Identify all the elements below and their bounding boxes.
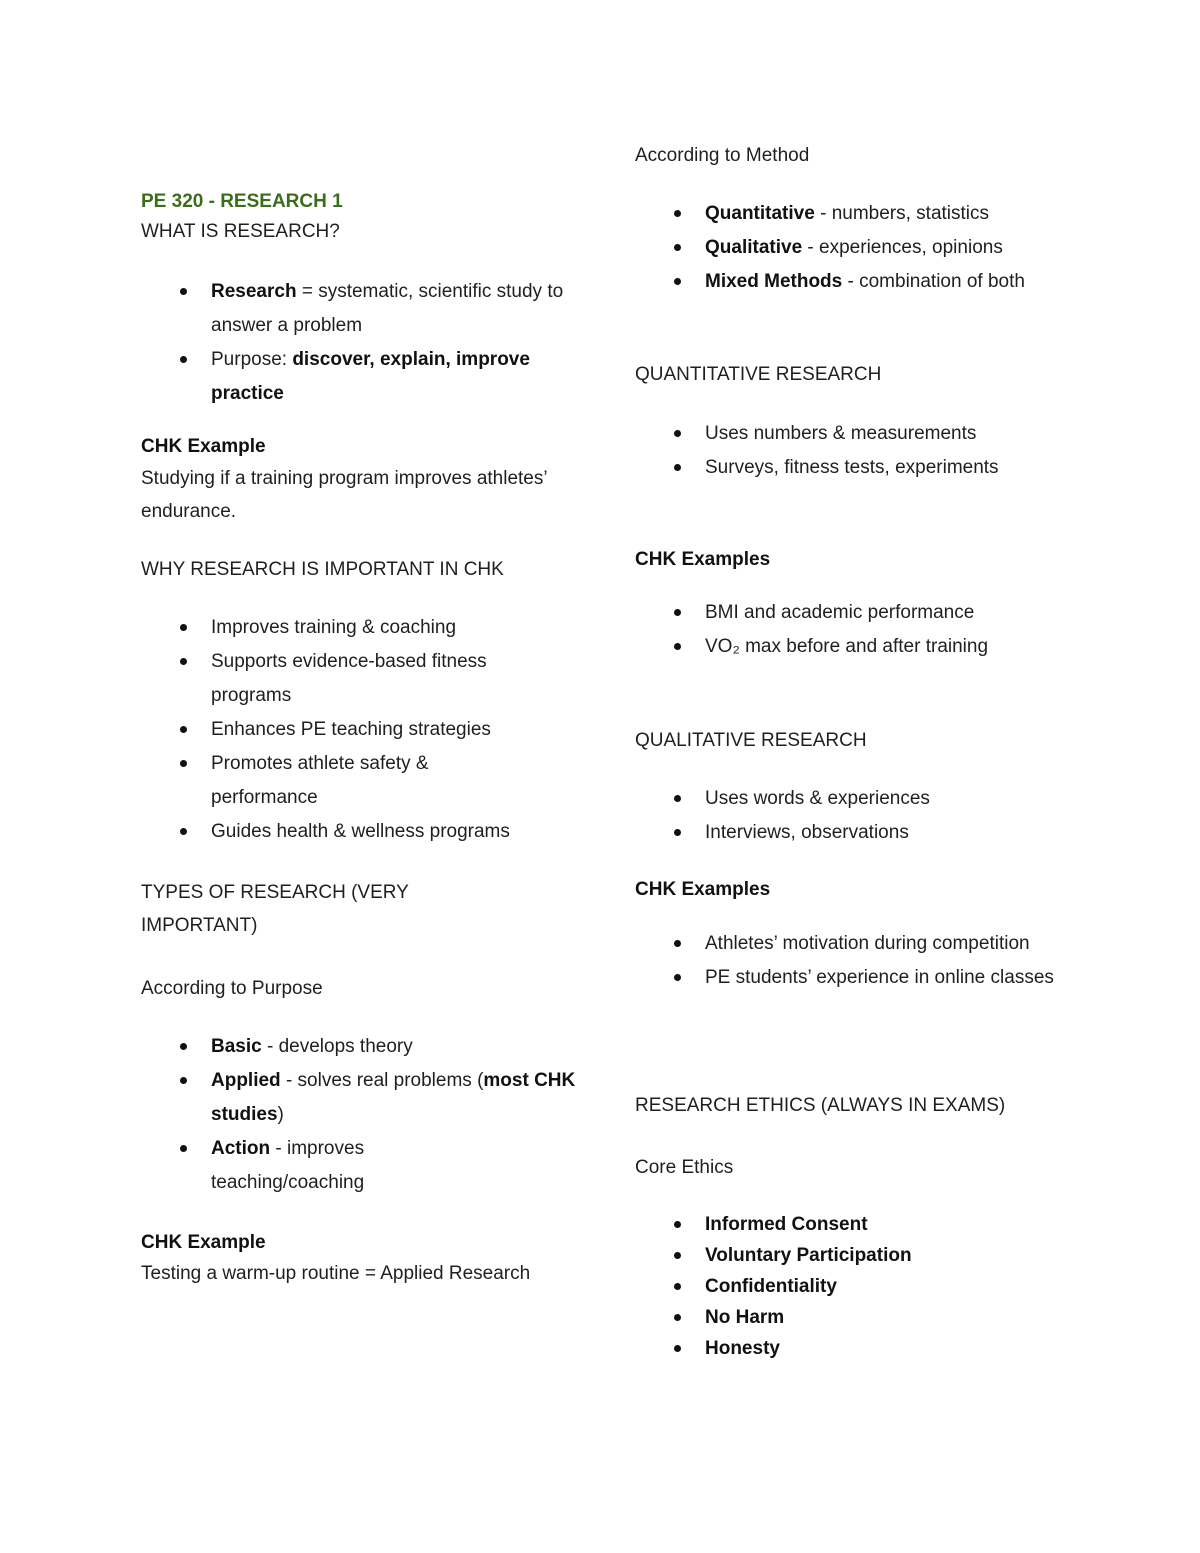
list-item <box>141 1064 591 1132</box>
why-research-heading: WHY RESEARCH IS IMPORTANT IN CHK <box>141 559 504 580</box>
term-basic: Basic <box>211 1036 262 1057</box>
list-item <box>635 417 1125 451</box>
core-ethics-list <box>635 1209 1075 1364</box>
bullet-icon <box>674 643 681 650</box>
definition-applied: - solves real problems ( <box>280 1070 484 1091</box>
bullet-icon <box>180 658 187 665</box>
document-title: PE 320 - RESEARCH 1 <box>141 191 343 212</box>
bullet-icon <box>674 1345 681 1352</box>
list-item-text: VO₂ max before and after training <box>705 636 989 657</box>
list-item <box>141 275 591 343</box>
purpose-terms: discover, explain, improve practice <box>211 349 530 404</box>
types-of-research-heading: TYPES OF RESEARCH (VERY IMPORTANT) <box>141 882 409 936</box>
list-item <box>635 596 1125 630</box>
bullet-icon <box>180 1077 187 1084</box>
list-item <box>635 782 1125 816</box>
bullet-icon <box>674 278 681 285</box>
bullet-icon <box>674 829 681 836</box>
definition-quantitative: - numbers, statistics <box>814 203 990 224</box>
chk-examples-heading-quant: CHK Examples <box>635 549 771 570</box>
definition-action: - improves teaching/coaching <box>211 1138 365 1193</box>
bullet-icon <box>674 974 681 981</box>
method-list <box>635 197 1075 299</box>
bullet-icon <box>674 1252 681 1259</box>
closing-paren: ) <box>277 1104 284 1125</box>
definition-mixed-methods: - combination of both <box>842 271 1025 292</box>
list-item <box>635 630 1025 664</box>
list-item-text: No Harm <box>705 1307 785 1328</box>
list-item <box>141 815 651 849</box>
list-item-text: Uses numbers & measurements <box>705 423 977 444</box>
bullet-icon <box>180 624 187 631</box>
list-item <box>635 1271 1075 1302</box>
bullet-icon <box>674 430 681 437</box>
list-item <box>141 343 591 411</box>
term-mixed-methods: Mixed Methods <box>705 271 843 292</box>
definition-basic: - develops theory <box>261 1036 413 1057</box>
list-item-text: Improves training & coaching <box>211 617 457 638</box>
quantitative-list <box>635 417 1075 485</box>
list-item <box>141 611 581 645</box>
list-item <box>635 231 1135 265</box>
list-item <box>141 1132 501 1200</box>
bullet-icon <box>674 210 681 217</box>
what-is-research-list <box>141 275 591 411</box>
term-qualitative: Qualitative <box>705 237 803 258</box>
list-item <box>635 265 1105 299</box>
term-applied: Applied <box>211 1070 281 1091</box>
chk-example-heading: CHK Example <box>141 436 266 457</box>
bullet-icon <box>180 1043 187 1050</box>
list-item <box>635 197 1125 231</box>
list-item <box>635 1240 1075 1271</box>
list-item-text: Athletes’ motivation during competition <box>705 933 1030 954</box>
quantitative-examples-list <box>635 596 1075 664</box>
list-item <box>635 451 1025 485</box>
list-item-text: BMI and academic performance <box>705 602 975 623</box>
bullet-icon <box>180 288 187 295</box>
bullet-icon <box>180 356 187 363</box>
bullet-icon <box>180 726 187 733</box>
list-item-text: Uses words & experiences <box>705 788 930 809</box>
list-item <box>635 1209 1075 1240</box>
research-ethics-heading: RESEARCH ETHICS (ALWAYS IN EXAMS) <box>635 1095 1006 1116</box>
list-item-text: Interviews, observations <box>705 822 909 843</box>
list-item <box>635 927 1045 961</box>
bullet-icon <box>674 1221 681 1228</box>
qualitative-research-heading: QUALITATIVE RESEARCH <box>635 730 867 751</box>
what-is-research-heading: WHAT IS RESEARCH? <box>141 221 340 242</box>
quantitative-research-heading: QUANTITATIVE RESEARCH <box>635 364 882 385</box>
qualitative-examples-list <box>635 927 1075 995</box>
list-item <box>635 1302 1075 1333</box>
bullet-icon <box>674 244 681 251</box>
list-item-text: Confidentiality <box>705 1276 837 1297</box>
list-item <box>635 816 1125 850</box>
bullet-icon <box>180 1145 187 1152</box>
chk-example-text: Studying if a training program improves athletes’ endurance. <box>141 468 547 522</box>
list-item <box>141 713 581 747</box>
bullet-icon <box>674 464 681 471</box>
bullet-icon <box>674 1314 681 1321</box>
core-ethics-heading: Core Ethics <box>635 1157 734 1178</box>
list-item-text: Enhances PE teaching strategies <box>211 719 491 740</box>
term-research: Research <box>211 281 297 302</box>
list-item-text: Guides health & wellness programs <box>211 821 510 842</box>
list-item-text: Informed Consent <box>705 1214 868 1235</box>
list-item-text: Honesty <box>705 1338 780 1359</box>
according-to-purpose-heading: According to Purpose <box>141 978 323 999</box>
bullet-icon <box>674 1283 681 1290</box>
list-item-text: PE students’ experience in online classes <box>705 967 1054 988</box>
definition-qualitative: - experiences, opinions <box>802 237 1003 258</box>
list-item <box>141 747 531 815</box>
list-item <box>635 1333 1075 1364</box>
bullet-icon <box>180 828 187 835</box>
chk-examples-heading-qual: CHK Examples <box>635 879 771 900</box>
purpose-label: Purpose: <box>211 349 293 370</box>
list-item-text: Surveys, fitness tests, experiments <box>705 457 999 478</box>
bullet-icon <box>180 760 187 767</box>
bullet-icon <box>674 609 681 616</box>
according-to-method-heading: According to Method <box>635 145 810 166</box>
list-item-text: Voluntary Participation <box>705 1245 912 1266</box>
term-action: Action <box>211 1138 271 1159</box>
list-item <box>141 645 571 713</box>
list-item-text: Promotes athlete safety & performance <box>211 753 429 808</box>
qualitative-list <box>635 782 1075 850</box>
list-item-text: Supports evidence-based fitness programs <box>211 651 487 706</box>
term-most-chk-studies: most CHK studies <box>211 1070 576 1125</box>
term-quantitative: Quantitative <box>705 203 815 224</box>
bullet-icon <box>674 940 681 947</box>
definition-research: = systematic, scientific study to answer a problem <box>211 281 564 336</box>
bullet-icon <box>674 795 681 802</box>
chk-example-heading-2: CHK Example <box>141 1232 266 1253</box>
list-item <box>635 961 1105 995</box>
chk-example-text-2: Testing a warm-up routine = Applied Research <box>141 1263 531 1284</box>
why-research-list <box>141 611 591 849</box>
purpose-list <box>141 1030 591 1200</box>
list-item <box>141 1030 591 1064</box>
